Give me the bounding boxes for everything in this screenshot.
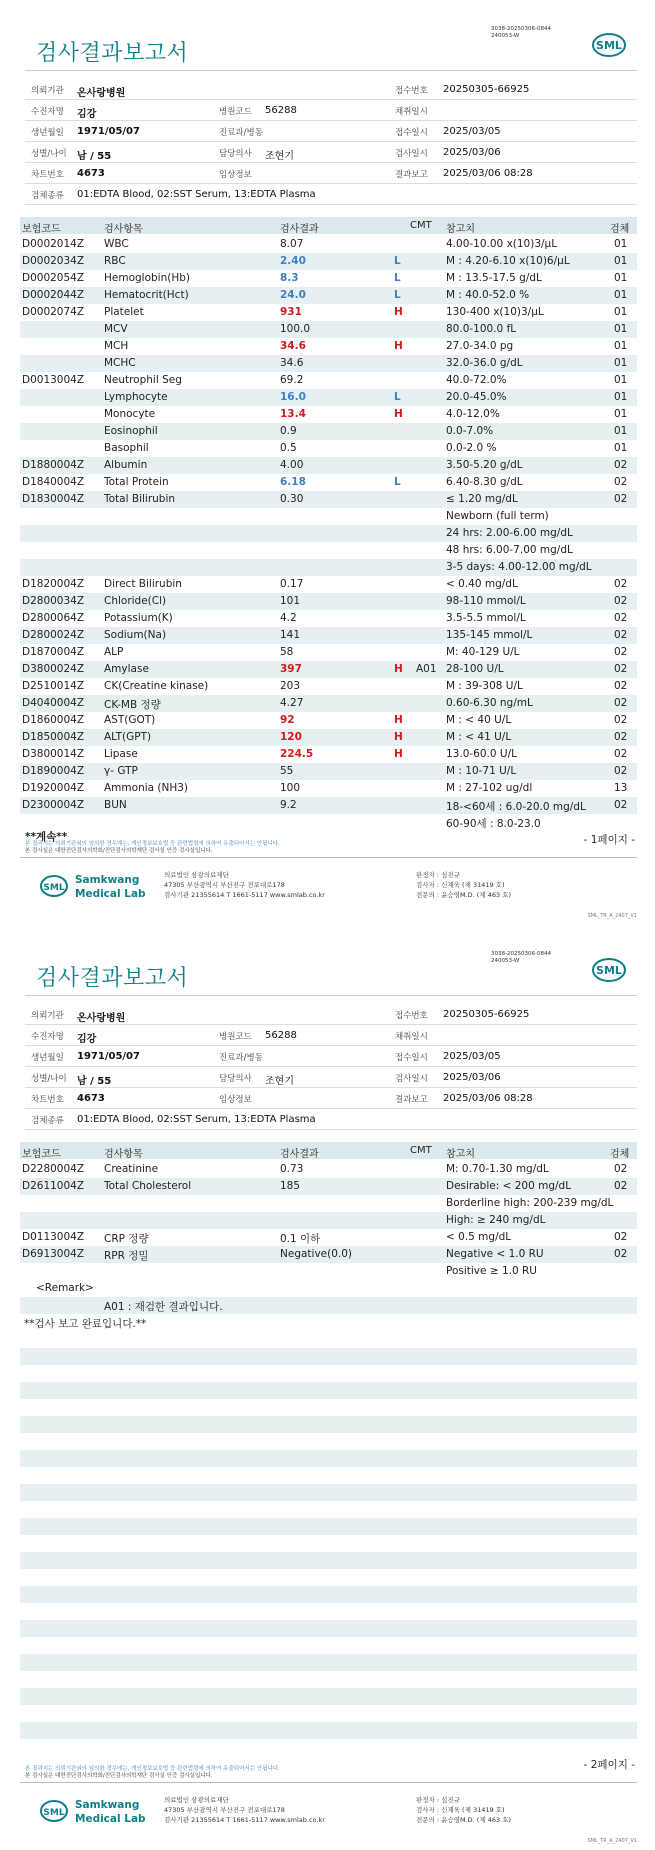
test-code: D0002014Z — [22, 238, 85, 250]
info-row-dob: 생년월일 1971/05/07 진료과/병동 접수일시 2025/03/05 — [25, 121, 637, 142]
specimen-code: 02 — [614, 765, 628, 777]
specimen-code: 02 — [614, 476, 628, 488]
test-code: D0113004Z — [22, 1231, 85, 1243]
svg-text:SML: SML — [43, 883, 65, 893]
test-code: D2300004Z — [22, 799, 85, 811]
report-page-2 — [0, 925, 655, 1850]
test-code: D1830004Z — [22, 493, 85, 505]
reference-range: 40.0-72.0% — [446, 374, 507, 386]
results-table-header: 보험코드 검사항목 검사결과 CMT 참고치 검체 — [20, 217, 637, 234]
test-result: 24.0 — [280, 289, 306, 301]
test-name: MCV — [104, 323, 128, 335]
specimen-code: 01 — [614, 306, 628, 318]
specimen-code: 01 — [614, 425, 628, 437]
reference-range: 3.50-5.20 g/dL — [446, 459, 523, 471]
empty-row — [20, 1484, 637, 1501]
reference-range: 130-400 x(10)3/μL — [446, 306, 544, 318]
specimen-code: 02 — [614, 595, 628, 607]
test-result: 0.1 이하 — [280, 1233, 321, 1245]
test-name: Total Cholesterol — [104, 1180, 192, 1192]
test-result: 203 — [280, 680, 301, 692]
result-flag: H — [394, 714, 403, 726]
test-name: CK(Creatine kinase) — [104, 680, 209, 692]
test-name: Direct Bilirubin — [104, 578, 182, 590]
reference-range: M : 39-308 U/L — [446, 680, 523, 692]
table-row — [20, 712, 637, 729]
reference-range: M : < 40 U/L — [446, 714, 512, 726]
test-code: D1840004Z — [22, 476, 85, 488]
report-complete-text: **검사 보고 완료입니다.** — [24, 1318, 147, 1330]
specimen-code: 01 — [614, 238, 628, 250]
table-row — [20, 406, 637, 423]
table-row — [20, 491, 637, 508]
result-flag: L — [394, 476, 401, 488]
page-number: - 2페이지 - — [583, 1759, 635, 1771]
test-code: D1860004Z — [22, 714, 85, 726]
test-result: 0.5 — [280, 442, 297, 454]
reference-range: Borderline high: 200-239 mg/dL — [446, 1197, 614, 1209]
test-result: 224.5 — [280, 748, 314, 760]
reference-range: Desirable: < 200 mg/dL — [446, 1180, 572, 1192]
info-row-specimen: 검체종류 01:EDTA Blood, 02:SST Serum, 13:EDTA Plasma — [25, 184, 637, 205]
specimen-code: 02 — [614, 663, 628, 675]
test-name: γ- GTP — [104, 765, 138, 777]
report-barcode-text: 3038-20250306-0844 240053-W — [491, 951, 551, 964]
table-row — [20, 542, 637, 559]
reference-range: M : 40.0-52.0 % — [446, 289, 530, 301]
test-result: 141 — [280, 629, 301, 641]
test-result: 185 — [280, 1180, 301, 1192]
test-result: 397 — [280, 663, 302, 675]
form-code: SML_TR_A_2407_V1 — [587, 1838, 637, 1844]
table-row — [20, 559, 637, 576]
test-result: 69.2 — [280, 374, 304, 386]
test-name: Potassium(K) — [104, 612, 173, 624]
empty-row — [20, 1688, 637, 1705]
empty-row — [20, 1518, 637, 1535]
header-divider — [25, 70, 637, 71]
reference-range: 4.0-12.0% — [446, 408, 500, 420]
info-row-chart: 차트번호 4673 임상정보 결과보고 2025/03/06 08:28 — [25, 1088, 637, 1109]
report-notice: 본 결과지는 의뢰기관외의 임의한 경우에는, 개인정보보호법 등 관련법령에 의하여 유출되어서는 안됩니다. 본 검사실은 대한진단검사의학회/진단검사의학재단 검사실 인증 검사실입니다. — [25, 1766, 280, 1779]
reference-range: M : < 41 U/L — [446, 731, 512, 743]
empty-row — [20, 1586, 637, 1603]
test-name: Chloride(Cl) — [104, 595, 167, 607]
test-name: CRP 정량 — [104, 1233, 149, 1245]
reference-range: 3-5 days: 4.00-12.00 mg/dL — [446, 561, 592, 573]
table-row — [20, 1161, 637, 1178]
footer-company: Samkwang Medical Lab — [75, 1799, 146, 1825]
test-result: 931 — [280, 306, 302, 318]
test-name: WBC — [104, 238, 129, 250]
table-row — [20, 1178, 637, 1195]
table-row — [20, 321, 637, 338]
reference-range: Negative < 1.0 RU — [446, 1248, 544, 1260]
reference-range: 4.00-10.00 x(10)3/μL — [446, 238, 558, 250]
reference-range: M : 27-102 ug/dl — [446, 782, 533, 794]
svg-text:SML: SML — [596, 39, 622, 52]
reference-range: M : 4.20-6.10 x(10)6/μL — [446, 255, 570, 267]
table-row — [20, 661, 637, 678]
test-code: D2800024Z — [22, 629, 85, 641]
table-row — [20, 525, 637, 542]
test-code: D1850004Z — [22, 731, 85, 743]
test-name: RPR 정밀 — [104, 1250, 149, 1262]
specimen-code: 02 — [614, 493, 628, 505]
specimen-code: 02 — [614, 714, 628, 726]
table-row — [20, 270, 637, 287]
footer-divider — [20, 1782, 637, 1783]
result-flag: H — [394, 663, 403, 675]
table-row — [20, 304, 637, 321]
footer-divider — [20, 857, 637, 858]
test-result: 58 — [280, 646, 294, 658]
test-result: 120 — [280, 731, 302, 743]
test-code: D2280004Z — [22, 1163, 85, 1175]
table-row — [20, 1246, 637, 1263]
test-name: Neutrophil Seg — [104, 374, 182, 386]
info-row-requester: 의뢰기관 온사랑병원 접수번호 20250305-66925 — [25, 1004, 637, 1025]
reference-range: Positive ≥ 1.0 RU — [446, 1265, 537, 1277]
reference-range: 0.0-2.0 % — [446, 442, 497, 454]
footer-address: 의료법인 삼광의료재단 47305 부산광역시 부산진구 전포대로178 검사기관 21355614 T 1661-5117 www.smlab.co.kr — [164, 1796, 325, 1824]
test-result: 34.6 — [280, 340, 306, 352]
specimen-code: 02 — [614, 799, 628, 811]
table-row — [20, 457, 637, 474]
specimen-code: 02 — [614, 578, 628, 590]
info-row-chart: 차트번호 4673 임상정보 결과보고 2025/03/06 08:28 — [25, 163, 637, 184]
header-divider — [25, 995, 637, 996]
test-result: Negative(0.0) — [280, 1248, 353, 1260]
remark-title: <Remark> — [36, 1282, 94, 1294]
specimen-code: 01 — [614, 340, 628, 352]
test-code: D1870004Z — [22, 646, 85, 658]
footer-company: Samkwang Medical Lab — [75, 874, 146, 900]
test-name: Total Protein — [104, 476, 169, 488]
specimen-code: 02 — [614, 612, 628, 624]
reference-range: M : 10-71 U/L — [446, 765, 517, 777]
test-code: D4040004Z — [22, 697, 85, 709]
test-code: D2800034Z — [22, 595, 85, 607]
test-result: 2.40 — [280, 255, 306, 267]
test-code: D6913004Z — [22, 1248, 85, 1260]
reference-range: 0.60-6.30 ng/mL — [446, 697, 533, 709]
table-row — [20, 389, 637, 406]
test-name: Hematocrit(Hct) — [104, 289, 189, 301]
test-result: 100.0 — [280, 323, 311, 335]
table-row — [20, 236, 637, 253]
table-row — [20, 355, 637, 372]
test-name: MCHC — [104, 357, 136, 369]
reference-range: 28-100 U/L — [446, 663, 504, 675]
test-name: Albumin — [104, 459, 148, 471]
empty-row — [20, 1722, 637, 1739]
empty-row — [20, 1654, 637, 1671]
table-row — [20, 695, 637, 712]
form-code: SML_TR_A_2407_V1 — [587, 913, 637, 919]
table-row — [20, 1195, 637, 1212]
results-table-header: 보험코드 검사항목 검사결과 CMT 참고치 검체 — [20, 1142, 637, 1159]
specimen-code: 01 — [614, 289, 628, 301]
test-result: 8.07 — [280, 238, 304, 250]
table-row — [20, 814, 637, 831]
reference-range: 6.40-8.30 g/dL — [446, 476, 523, 488]
test-name: Basophil — [104, 442, 149, 454]
table-row — [20, 423, 637, 440]
test-result: 101 — [280, 595, 301, 607]
test-name: AST(GOT) — [104, 714, 156, 726]
test-name: Eosinophil — [104, 425, 158, 437]
test-name: BUN — [104, 799, 127, 811]
result-flag: L — [394, 255, 401, 267]
info-row-sex-age: 성별/나이 남 / 55 담당의사 조현기 검사일시 2025/03/06 — [25, 1067, 637, 1088]
table-row — [20, 797, 637, 814]
specimen-code: 01 — [614, 408, 628, 420]
table-row — [20, 372, 637, 389]
reference-range: ≤ 1.20 mg/dL — [446, 493, 518, 505]
reference-range: 27.0-34.0 pg — [446, 340, 514, 352]
test-result: 55 — [280, 765, 294, 777]
result-flag: H — [394, 306, 403, 318]
info-row-requester: 의뢰기관 온사랑병원 접수번호 20250305-66925 — [25, 79, 637, 100]
specimen-code: 02 — [614, 680, 628, 692]
test-result: 34.6 — [280, 357, 304, 369]
info-row-specimen: 검체종류 01:EDTA Blood, 02:SST Serum, 13:EDTA Plasma — [25, 1109, 637, 1130]
table-row — [20, 610, 637, 627]
specimen-code: 01 — [614, 374, 628, 386]
reference-range: < 0.40 mg/dL — [446, 578, 518, 590]
result-flag: H — [394, 340, 403, 352]
reference-range: 80.0-100.0 fL — [446, 323, 517, 335]
specimen-code: 01 — [614, 255, 628, 267]
test-result: 4.27 — [280, 697, 304, 709]
test-result: 0.73 — [280, 1163, 304, 1175]
info-row-sex-age: 성별/나이 남 / 55 담당의사 조현기 검사일시 2025/03/06 — [25, 142, 637, 163]
test-name: Monocyte — [104, 408, 156, 420]
table-row — [20, 338, 637, 355]
test-name: Lymphocyte — [104, 391, 168, 403]
specimen-code: 02 — [614, 459, 628, 471]
specimen-code: 02 — [614, 1163, 628, 1175]
result-flag: L — [394, 391, 401, 403]
table-row — [20, 729, 637, 746]
table-row — [20, 576, 637, 593]
test-name: ALP — [104, 646, 124, 658]
test-name: Lipase — [104, 748, 138, 760]
result-flag: H — [394, 408, 403, 420]
footer-address: 의료법인 삼광의료재단 47305 부산광역시 부산진구 전포대로178 검사기관 21355614 T 1661-5117 www.smlab.co.kr — [164, 871, 325, 899]
specimen-code: 13 — [614, 782, 628, 794]
patient-info — [25, 79, 637, 205]
table-row — [20, 440, 637, 457]
specimen-code: 02 — [614, 1180, 628, 1192]
reference-range: 98-110 mmol/L — [446, 595, 526, 607]
specimen-code: 02 — [614, 1231, 628, 1243]
table-row — [20, 474, 637, 491]
test-code: D3800024Z — [22, 663, 85, 675]
table-row — [20, 287, 637, 304]
specimen-code: 02 — [614, 748, 628, 760]
result-flag: L — [394, 289, 401, 301]
specimen-code: 01 — [614, 391, 628, 403]
test-result: 8.3 — [280, 272, 299, 284]
svg-text:SML: SML — [43, 1808, 65, 1818]
test-result: 16.0 — [280, 391, 306, 403]
specimen-code: 02 — [614, 697, 628, 709]
patient-info — [25, 1004, 637, 1130]
info-row-dob: 생년월일 1971/05/07 진료과/병동 접수일시 2025/03/05 — [25, 1046, 637, 1067]
sml-logo-icon — [590, 955, 628, 983]
test-name: RBC — [104, 255, 126, 267]
sml-logo-icon — [590, 30, 628, 58]
test-result: 13.4 — [280, 408, 306, 420]
test-name: ALT(GPT) — [104, 731, 152, 743]
table-row — [20, 746, 637, 763]
test-code: D0002074Z — [22, 306, 85, 318]
test-result: 100 — [280, 782, 301, 794]
test-name: Hemoglobin(Hb) — [104, 272, 191, 284]
specimen-code: 01 — [614, 323, 628, 335]
table-row — [20, 780, 637, 797]
table-row — [20, 1263, 637, 1280]
reference-range: M: 0.70-1.30 mg/dL — [446, 1163, 549, 1175]
test-result: 6.18 — [280, 476, 306, 488]
test-name: Creatinine — [104, 1163, 159, 1175]
footer-signatures: 판정자 : 심진규 검사자 : 신재욱 (제 31419 호) 전문의 : 윤승영M.D. (제 463 호) — [416, 1796, 511, 1824]
test-code: D3800014Z — [22, 748, 85, 760]
table-row — [20, 508, 637, 525]
test-name: Platelet — [104, 306, 144, 318]
empty-row — [20, 1620, 637, 1637]
reference-range: 135-145 mmol/L — [446, 629, 533, 641]
info-row-name: 수진자명 김강 병원코드 56288 채취일시 — [25, 100, 637, 121]
table-row — [20, 763, 637, 780]
test-result: 9.2 — [280, 799, 297, 811]
specimen-code: 02 — [614, 1248, 628, 1260]
reference-range: 48 hrs: 6.00-7.00 mg/dL — [446, 544, 573, 556]
results-table-page-2 — [20, 1161, 637, 1280]
test-code: D0013004Z — [22, 374, 85, 386]
test-name: MCH — [104, 340, 129, 352]
reference-range: 18-<60세 : 6.0-20.0 mg/dL — [446, 801, 586, 813]
result-flag: H — [394, 748, 403, 760]
test-result: 0.17 — [280, 578, 304, 590]
empty-row — [20, 1348, 637, 1365]
test-code: D1890004Z — [22, 765, 85, 777]
reference-range: 0.0-7.0% — [446, 425, 494, 437]
empty-row — [20, 1450, 637, 1467]
svg-text:SML: SML — [596, 964, 622, 977]
remark-line: A01 : 재검한 결과입니다. — [20, 1297, 637, 1314]
test-code: D0002034Z — [22, 255, 85, 267]
test-code: D2611004Z — [22, 1180, 85, 1192]
reference-range: M : 13.5-17.5 g/dL — [446, 272, 542, 284]
reference-range: 13.0-60.0 U/L — [446, 748, 517, 760]
page-title: 검사결과보고서 — [36, 966, 189, 991]
table-row — [20, 644, 637, 661]
test-code: D0002044Z — [22, 289, 85, 301]
reference-range: M: 40-129 U/L — [446, 646, 520, 658]
table-row — [20, 253, 637, 270]
test-code: D2510014Z — [22, 680, 85, 692]
report-barcode-text: 3038-20250306-0844 240053-W — [491, 26, 551, 39]
reference-range: High: ≥ 240 mg/dL — [446, 1214, 546, 1226]
specimen-code: 01 — [614, 442, 628, 454]
specimen-code: 02 — [614, 646, 628, 658]
empty-row — [20, 1382, 637, 1399]
test-name: Sodium(Na) — [104, 629, 167, 641]
info-row-name: 수진자명 김강 병원코드 56288 채취일시 — [25, 1025, 637, 1046]
table-row — [20, 593, 637, 610]
table-row — [20, 627, 637, 644]
footer-signatures: 판정자 : 심진규 검사자 : 신재욱 (제 31419 호) 전문의 : 윤승영M.D. (제 463 호) — [416, 871, 511, 899]
table-row — [20, 1229, 637, 1246]
test-code: D0002054Z — [22, 272, 85, 284]
reference-range: 32.0-36.0 g/dL — [446, 357, 523, 369]
reference-range: < 0.5 mg/dL — [446, 1231, 512, 1243]
result-flag: L — [394, 272, 401, 284]
page-title: 검사결과보고서 — [36, 41, 189, 66]
reference-range: 24 hrs: 2.00-6.00 mg/dL — [446, 527, 573, 539]
specimen-code: 01 — [614, 357, 628, 369]
result-flag: H — [394, 731, 403, 743]
specimen-code: 01 — [614, 272, 628, 284]
test-result: 0.30 — [280, 493, 304, 505]
continue-text: **계속** — [25, 831, 68, 843]
reference-range: Newborn (full term) — [446, 510, 549, 522]
reference-range: 3.5-5.5 mmol/L — [446, 612, 526, 624]
test-name: Amylase — [104, 663, 149, 675]
specimen-code: 02 — [614, 629, 628, 641]
test-result: 0.9 — [280, 425, 297, 437]
specimen-code: 02 — [614, 731, 628, 743]
table-row — [20, 1212, 637, 1229]
test-result: 92 — [280, 714, 295, 726]
comment-code: A01 — [416, 663, 437, 675]
report-notice: 본 결과지는 의뢰기관외의 임의한 경우에는, 개인정보보호법 등 관련법령에 의하여 유출되어서는 안됩니다. 본 검사실은 대한진단검사의학회/진단검사의학재단 검사실 인증 검사실입니다. — [25, 841, 280, 854]
test-code: D1820004Z — [22, 578, 85, 590]
reference-range: 20.0-45.0% — [446, 391, 507, 403]
test-name: Total Bilirubin — [104, 493, 176, 505]
table-row — [20, 678, 637, 695]
reference-range: 60-90세 : 8.0-23.0 — [446, 818, 541, 830]
test-name: CK-MB 정량 — [104, 699, 161, 711]
empty-row — [20, 1552, 637, 1569]
test-result: 4.2 — [280, 612, 297, 624]
test-name: Ammonia (NH3) — [104, 782, 189, 794]
page-number: - 1페이지 - — [583, 834, 635, 846]
empty-row — [20, 1416, 637, 1433]
test-code: D1920004Z — [22, 782, 85, 794]
results-table-page-1 — [20, 236, 637, 831]
test-code: D1880004Z — [22, 459, 85, 471]
test-code: D2800064Z — [22, 612, 85, 624]
test-result: 4.00 — [280, 459, 304, 471]
